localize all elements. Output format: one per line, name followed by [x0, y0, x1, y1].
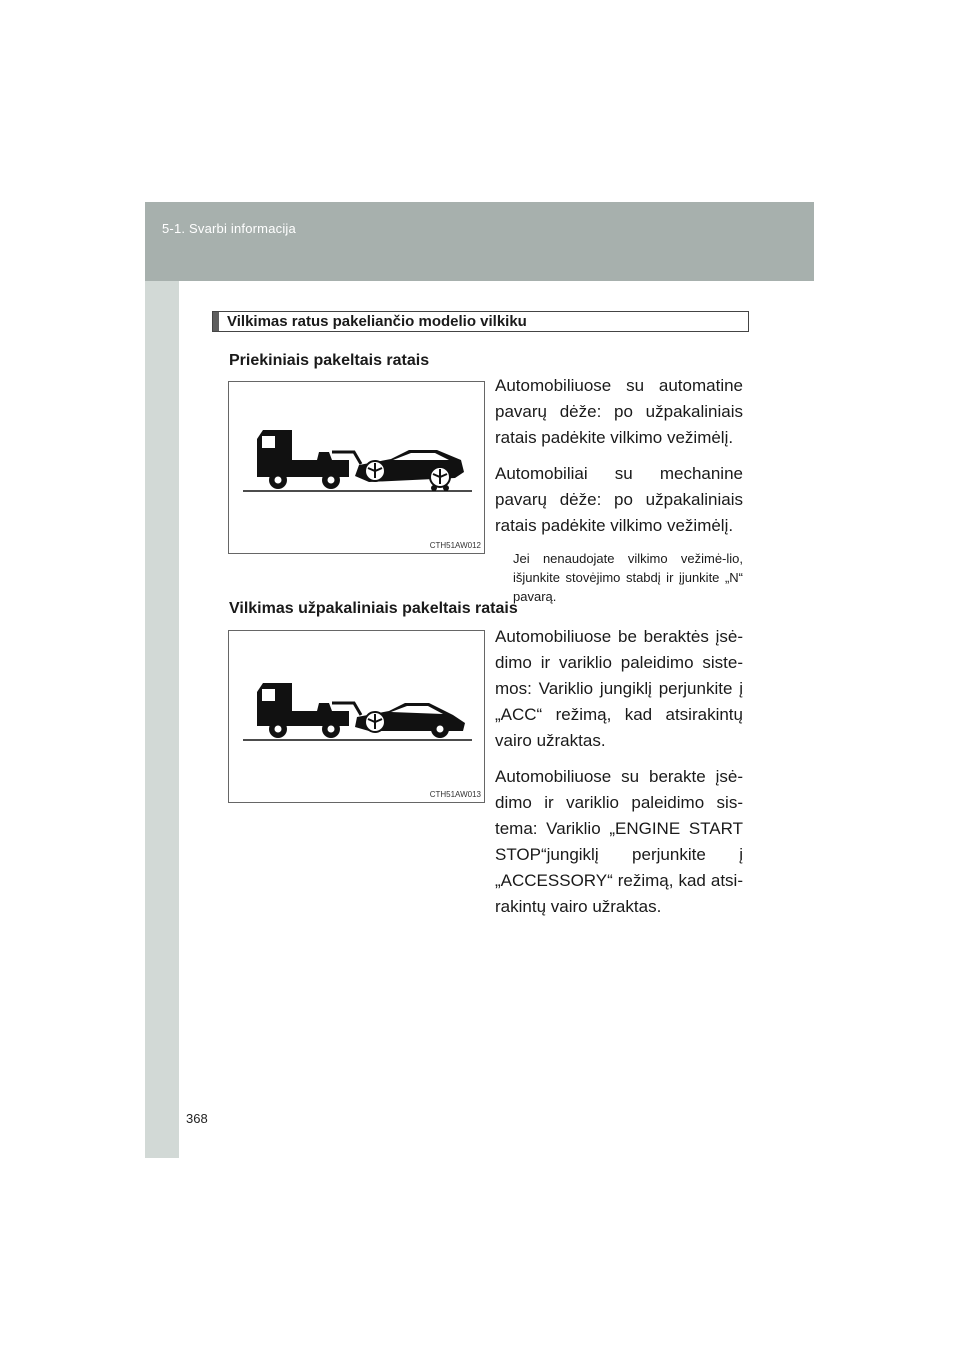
chapter-header-band — [145, 202, 814, 281]
rear-lift-heading: Vilkimas užpakaliniais pakeltais ratais — [229, 600, 518, 617]
tow-truck-rear-lift-illustration — [229, 631, 486, 804]
section-title: Vilkimas ratus pakeliančio modelio vilkiku — [227, 313, 527, 330]
section-header-bar — [213, 312, 219, 331]
front-lift-figure — [228, 381, 485, 554]
side-margin-band — [145, 281, 179, 1158]
front-lift-heading: Priekiniais pakeltais ratais — [229, 352, 430, 369]
chapter-title: 5-1. Svarbi informacija — [162, 221, 296, 236]
front-lift-text — [495, 373, 743, 606]
paragraph: Automobiliuose su automatine pavarų dėže: po užpakaliniais ratais padėkite vilkimo vežimėlį. — [495, 376, 743, 447]
note: Jei nenaudojate vilkimo vežimė-lio, išjunkite stovėjimo stabdį ir įjunkite „N“ pavarą. — [513, 551, 743, 604]
tow-truck-front-lift-illustration — [229, 382, 486, 555]
rear-lift-figure-code: CTH51AW013 — [429, 790, 481, 799]
paragraph: Automobiliai su mechanine pavarų dėže: po užpakaliniais ratais padėkite vilkimo vežimėlį. — [495, 464, 743, 535]
paragraph: Automobiliuose be beraktės įsė-dimo ir variklio paleidimo siste-mos: Variklio jungiklį perjunkite į „ACC“ režimą, kad atsirakintų vairo užraktas. — [495, 627, 743, 750]
rear-lift-text — [495, 624, 743, 930]
paragraph: Automobiliuose su berakte įsė-dimo ir variklio paleidimo sis-tema: Variklio „ENGINE START STOP“jungiklį perjunkite į „ACCESSORY“ režimą, kad atsi-rakintų vairo užraktas. — [495, 767, 743, 916]
front-lift-figure-code: CTH51AW012 — [429, 541, 481, 550]
rear-lift-figure — [228, 630, 485, 803]
page-number: 368 — [186, 1111, 208, 1126]
section-header — [212, 311, 749, 332]
